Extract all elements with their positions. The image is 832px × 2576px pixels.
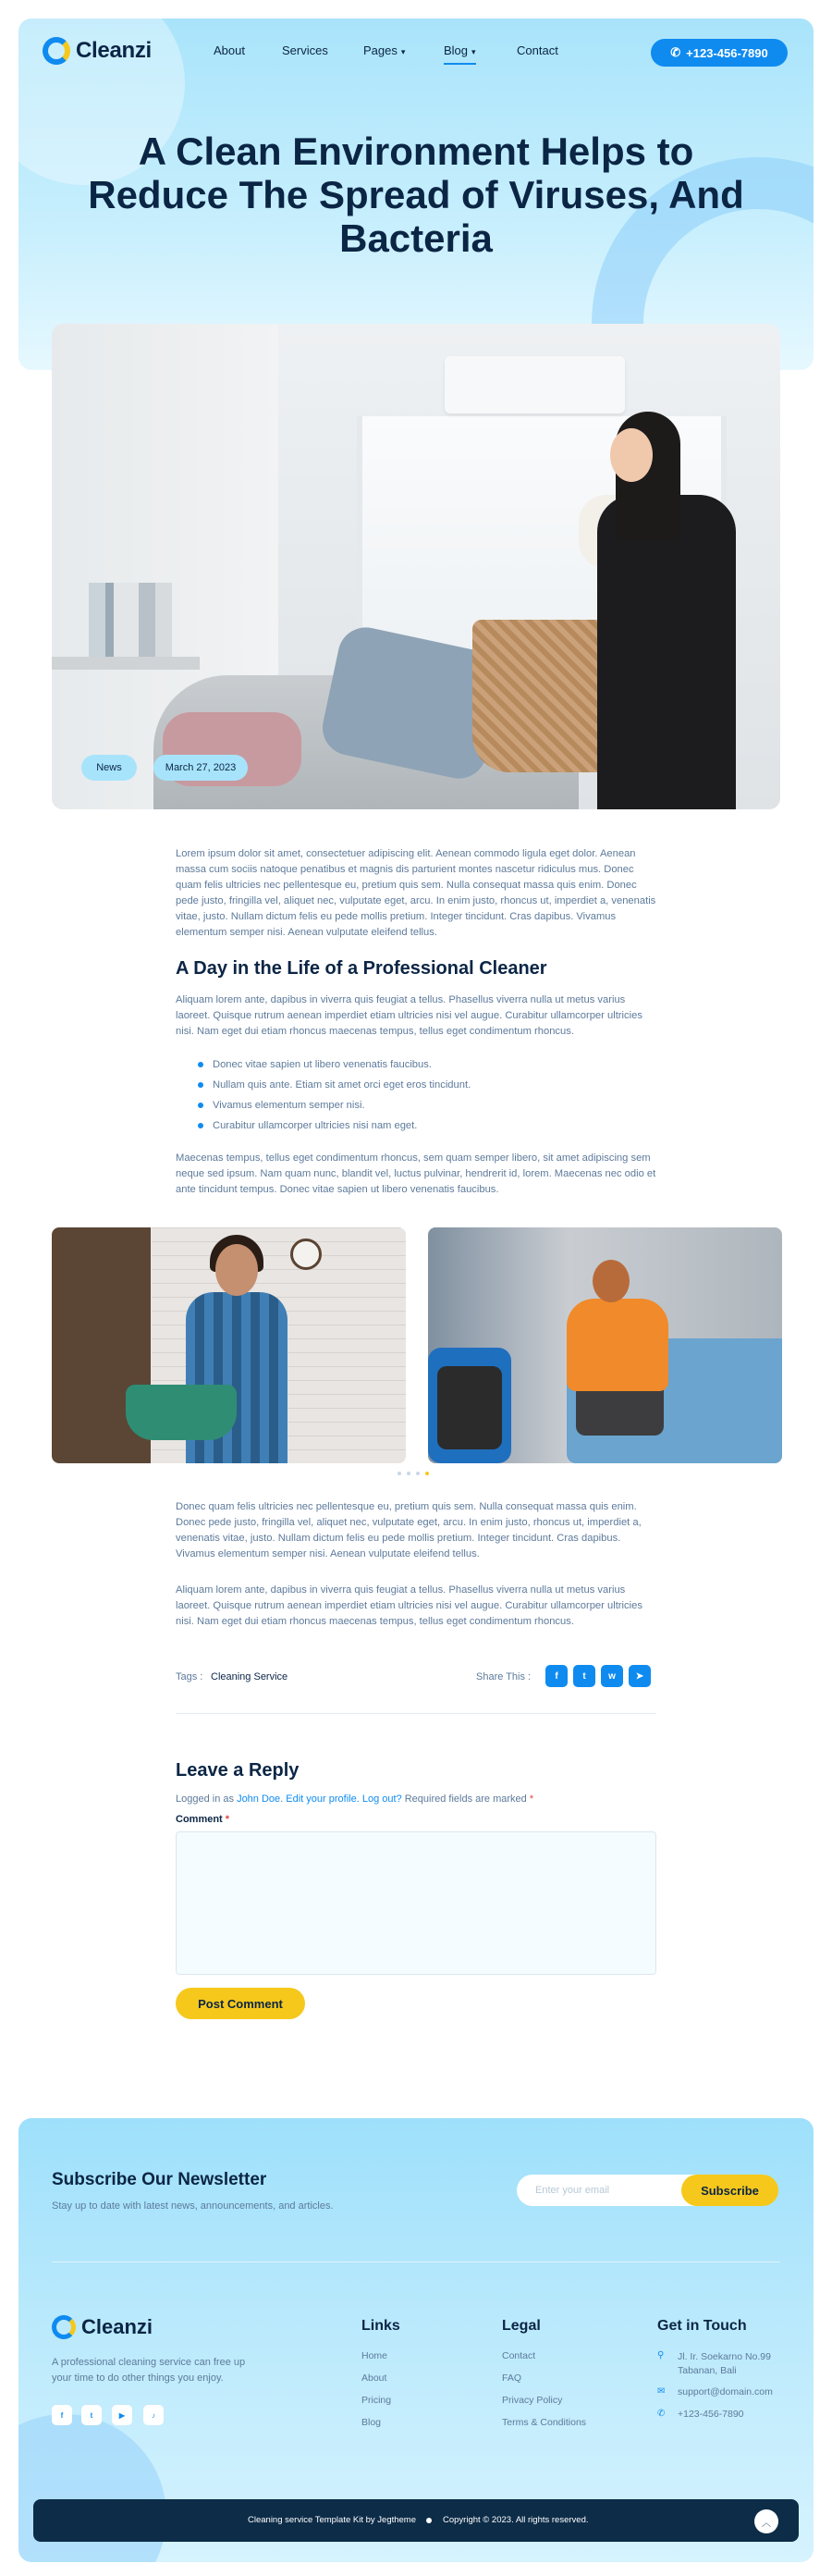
facebook-icon[interactable]: f <box>545 1665 568 1687</box>
gallery-image-vacuum-cleaner[interactable] <box>428 1227 782 1463</box>
nav-item-about[interactable]: About <box>214 43 245 57</box>
article-intro: Lorem ipsum dolor sit amet, consectetuer adipiscing elit. Aenean commodo ligula eget dolor. Aenean massa cum sociis natoque penatibus et magnis dis parturient montes nascetur ridiculus mus. Donec quam felis ultricies nec pellentesque eu, pretium quis sem. Nulla consequat massa quis enim. Donec pede justo, fringilla vel, aliquet nec, vulputate eget, arcu. In enim justo, rhoncus ut, imperdiet a, venenatis vitae, justo. Nullam dictum felis eu pede mollis pretium. Integer tincidunt. Cras dapibus. Vivamus elementum semper nisi. Aenean vulputate eleifend tellus. <box>176 848 656 938</box>
footer-bottom-bar <box>33 2499 799 2542</box>
clock <box>290 1239 322 1270</box>
footer-link-contact[interactable]: Contact <box>502 2350 536 2361</box>
chevron-down-icon: ▾ <box>471 47 476 56</box>
logo-icon <box>43 37 70 65</box>
cleaner-person <box>597 412 754 809</box>
footer-about: A professional cleaning service can free up your time to do other things you enjoy. <box>52 2357 246 2384</box>
date-tag: March 27, 2023 <box>153 755 248 781</box>
nav-item-blog[interactable]: Blog ▾ <box>444 43 476 65</box>
article-paragraph: Donec quam felis ultricies nec pellentesque eu, pretium quis sem. Nulla consequat massa quis enim. Donec pede justo, fringilla vel, aliquet nec, vulputate eget, arcu. In enim justo, rhoncus ut, imperdiet a, venenatis vitae, justo. Nullam dictum felis eu pede mollis pretium. Integer tincidunt. Cras dapibus. Vivamus elementum semper nisi. Aenean vulputate eleifend tellus. <box>176 1501 642 1559</box>
edit-profile-link[interactable]: Edit your profile. <box>286 1793 360 1805</box>
footer-link-home[interactable]: Home <box>361 2350 388 2361</box>
telegram-icon[interactable]: ➤ <box>629 1665 651 1687</box>
footer-link-faq[interactable]: FAQ <box>502 2373 522 2384</box>
user-link[interactable]: John Doe <box>237 1793 281 1805</box>
footer-credit: Cleaning service Template Kit by Jegtheme <box>248 2515 417 2525</box>
chevron-down-icon: ▾ <box>400 47 406 56</box>
air-conditioner <box>445 356 625 413</box>
hero-image <box>52 324 780 809</box>
footer-logo[interactable]: Cleanzi <box>52 2315 153 2339</box>
reply-title: Leave a Reply <box>176 1760 300 1781</box>
article-paragraph: Maecenas tempus, tellus eget condimentum rhoncus, sem quam semper libero, sit amet adipiscing sem neque sed ipsum. Nam quam nunc, blandit vel, luctus pulvinar, hendrerit id, lorem. Maecenas nec odio et ante tincidunt tempus. Donec vitae sapien ut libero venenatis faucibus. <box>176 1152 656 1195</box>
tags-share-row <box>176 1665 656 1693</box>
top-navigation <box>18 18 814 85</box>
logout-link[interactable]: Log out? <box>361 1793 402 1805</box>
divider <box>176 1713 656 1714</box>
article-paragraph: Aliquam lorem ante, dapibus in viverra quis feugiat a tellus. Phasellus viverra nulla ut metus varius laoreet. Quisque rutrum aenean imperdiet etiam ultricies nisi vel augue. Curabitur ullamcorper ultricies nisi. Nam eget dui etiam rhoncus maecenas tempus, tellus eget condimentum rhoncus. <box>176 1584 642 1627</box>
tags-label: Tags : <box>176 1671 203 1682</box>
twitter-icon[interactable]: t <box>81 2405 102 2425</box>
footer-link-terms[interactable]: Terms & Conditions <box>502 2417 587 2428</box>
comment-textarea[interactable] <box>176 1831 656 1975</box>
legal-title: Legal <box>502 2318 541 2334</box>
mail-icon: ✉ <box>657 2386 666 2397</box>
tag-link[interactable]: Cleaning Service <box>211 1671 288 1682</box>
article-heading: A Day in the Life of a Professional Cleaner <box>176 958 547 979</box>
links-title: Links <box>361 2318 400 2334</box>
facebook-icon[interactable]: f <box>52 2405 72 2425</box>
phone-icon: ✆ <box>657 2409 666 2419</box>
footer-phone[interactable]: +123-456-7890 <box>678 2409 744 2420</box>
phone-button[interactable]: ✆ +123-456-7890 <box>651 39 788 67</box>
comment-label: Comment * <box>176 1814 230 1825</box>
gallery-pagination[interactable] <box>398 1472 429 1475</box>
separator-dot <box>426 2518 432 2523</box>
twitter-icon[interactable]: t <box>573 1665 595 1687</box>
phone-icon: ✆ <box>670 45 681 59</box>
newsletter-title: Subscribe Our Newsletter <box>52 2170 267 2189</box>
subscribe-button[interactable]: Subscribe <box>681 2175 778 2206</box>
nav-item-services[interactable]: Services <box>282 43 328 57</box>
footer-address: Jl. Ir. Soekarno No.99 Tabanan, Bali <box>678 2351 771 2376</box>
pagination-dot[interactable] <box>407 1472 410 1475</box>
nav-item-pages[interactable]: Pages ▾ <box>363 43 406 57</box>
nav-item-contact[interactable]: Contact <box>517 43 558 57</box>
contact-title: Get in Touch <box>657 2318 747 2334</box>
footer-link-pricing[interactable]: Pricing <box>361 2395 392 2406</box>
article-bullet-list <box>192 1054 673 1136</box>
logo-icon <box>52 2315 76 2339</box>
logged-in-note: Logged in as John Doe. Edit your profile. Log out? Required fields are marked * <box>176 1793 534 1805</box>
share-label: Share This : <box>476 1671 532 1682</box>
whatsapp-icon[interactable]: w <box>601 1665 623 1687</box>
category-tag[interactable]: News <box>81 755 137 781</box>
list-item: Curabitur ullamcorper ultricies nisi nam eget. <box>192 1115 673 1136</box>
page-title: A Clean Environment Helps to Reduce The Spread of Viruses, And Bacteria <box>88 129 744 260</box>
pagination-dot[interactable] <box>416 1472 420 1475</box>
newsletter-subtitle: Stay up to date with latest news, announcements, and articles. <box>52 2200 334 2212</box>
article-paragraph: Aliquam lorem ante, dapibus in viverra quis feugiat a tellus. Phasellus viverra nulla ut metus varius laoreet. Quisque rutrum aenean imperdiet etiam ultricies nisi vel augue. Curabitur ullamcorper ultricies nisi. Nam eget dui etiam rhoncus maecenas tempus, tellus eget condimentum rhoncus. <box>176 994 642 1037</box>
youtube-icon[interactable]: ▶ <box>112 2405 132 2425</box>
site-logo[interactable] <box>43 37 152 65</box>
footer-email[interactable]: support@domain.com <box>678 2386 773 2397</box>
gallery-image-cleaner-with-bucket[interactable] <box>52 1227 406 1463</box>
list-item: Vivamus elementum semper nisi. <box>192 1095 673 1115</box>
chevron-up-icon[interactable]: ︿ <box>754 2509 778 2533</box>
footer-link-about[interactable]: About <box>361 2373 387 2384</box>
post-comment-button[interactable]: Post Comment <box>176 1988 305 2019</box>
newsletter-email-input[interactable]: Enter your email <box>517 2175 777 2206</box>
footer-copyright: Copyright © 2023. All rights reserved. <box>443 2515 589 2525</box>
pagination-dot[interactable] <box>398 1472 401 1475</box>
list-item: Donec vitae sapien ut libero venenatis faucibus. <box>192 1054 673 1075</box>
tiktok-icon[interactable]: ♪ <box>143 2405 164 2425</box>
footer-link-privacy[interactable]: Privacy Policy <box>502 2395 563 2406</box>
footer-link-blog[interactable]: Blog <box>361 2417 382 2428</box>
logo-text: Cleanzi <box>76 38 152 63</box>
list-item: Nullam quis ante. Etiam sit amet orci eget eros tincidunt. <box>192 1075 673 1095</box>
pagination-dot-active[interactable] <box>425 1472 429 1475</box>
location-icon: ⚲ <box>657 2350 665 2360</box>
